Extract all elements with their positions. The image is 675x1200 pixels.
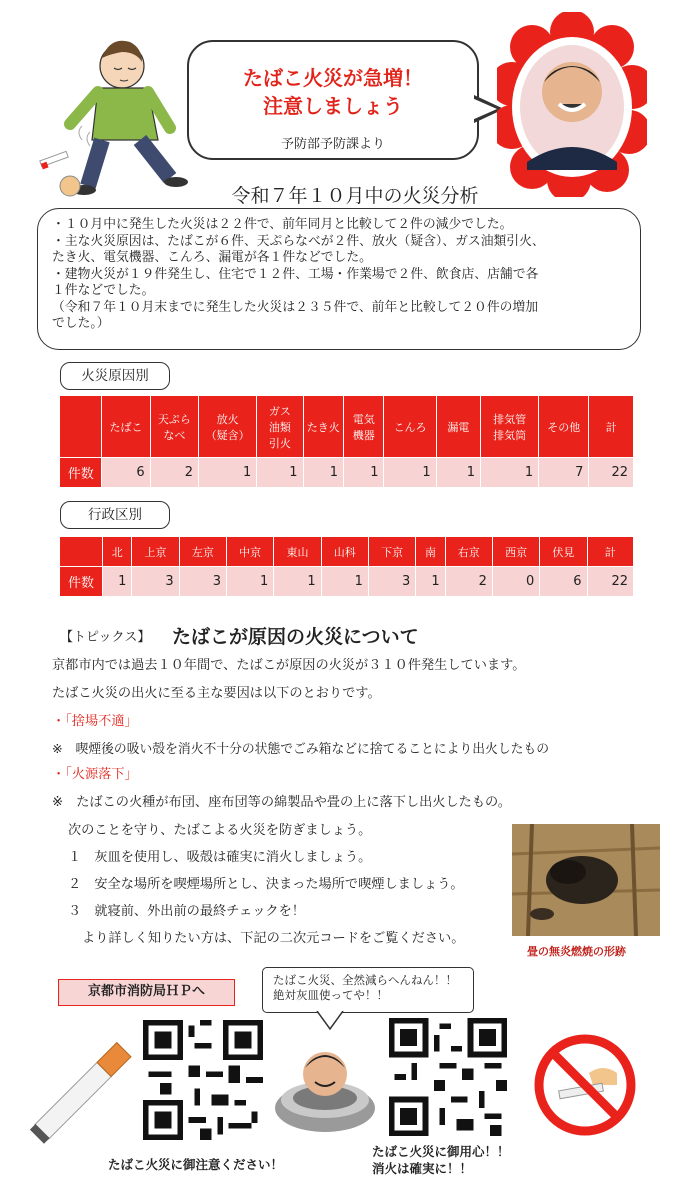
summary-line: たき火、電気機器、こんろ、漏電が各１件などでした。 <box>52 250 372 265</box>
ward-value: 2 <box>445 567 492 597</box>
cause-header-text: 排気管 排気筒 <box>493 412 527 442</box>
ward-value: 1 <box>103 567 132 597</box>
cause-row-label: 件数 <box>60 458 102 488</box>
ashtray-character <box>270 1040 380 1140</box>
ward-header-blank <box>60 537 103 567</box>
cause-value: 1 <box>384 458 436 488</box>
cause-header <box>344 396 384 458</box>
character-speech-bubble <box>262 967 474 1013</box>
summary-line: でした。） <box>52 316 110 331</box>
cause-value: 1 <box>303 458 343 488</box>
ward-header: 北 <box>103 537 132 567</box>
cause-header-text: たばこ <box>109 420 143 434</box>
ward-value: 1 <box>321 567 368 597</box>
qr-code-hp[interactable] <box>143 1020 263 1140</box>
ward-header: 西京 <box>492 537 539 567</box>
ward-header: 山科 <box>321 537 368 567</box>
topic-line2: たばこ火災の出火に至る主な要因は以下のとおりです。 <box>52 686 381 701</box>
cause-header <box>436 396 480 458</box>
advice-intro: 次のことを守り、たばこよる火災を防ぎましょう。 <box>68 823 372 838</box>
cause-header-blank <box>60 396 102 458</box>
cause-value: 1 <box>481 458 539 488</box>
ward-header: 中京 <box>227 537 274 567</box>
bottom-right-line2: 消火は確実に！！ <box>372 1161 473 1176</box>
tip-2: ２ 安全な場所を喫煙場所とし、決まった場所で喫煙しましょう。 <box>68 877 464 892</box>
tip-1: １ 灰皿を使用し、吸殻は確実に消火しましょう。 <box>68 850 372 865</box>
cause-header-text: 電気 機器 <box>352 412 375 442</box>
ward-value: 3 <box>368 567 415 597</box>
summary-line: ・１０月中に発生した火災は２２件で、前年同月と比較して２件の減少でした。 <box>52 217 513 232</box>
cause1-label: ・「捨場不適」 <box>52 714 138 729</box>
bottom-right-message <box>372 1143 510 1177</box>
cause-value: 2 <box>150 458 198 488</box>
cause-table <box>59 395 634 488</box>
cause1-desc: ※ 喫煙後の吸い殻を消火不十分の状態でごみ箱などに捨てることにより出火したもの <box>52 742 550 757</box>
cause-header <box>198 396 256 458</box>
summary-box <box>37 208 641 350</box>
ward-header: 計 <box>587 537 633 567</box>
cause-value: 7 <box>539 458 589 488</box>
photo-caption: 畳の無炎燃焼の形跡 <box>527 945 626 958</box>
ward-header: 右京 <box>445 537 492 567</box>
headline-line2: 注意しましょう <box>263 94 403 118</box>
ward-header: 南 <box>416 537 445 567</box>
analysis-title: 令和７年１０月中の火災分析 <box>231 185 479 207</box>
cause-header-text: 計 <box>605 420 617 434</box>
tatami-burn-photo <box>512 824 660 936</box>
qr-code-2[interactable] <box>389 1018 507 1136</box>
ward-header: 東山 <box>274 537 321 567</box>
speech-line2: 絶対灰皿使ってや！！ <box>273 988 388 1002</box>
ward-header: 左京 <box>179 537 226 567</box>
bottom-right-line1: たばこ火災に御用心！！ <box>372 1144 510 1159</box>
summary-line: ・主な火災原因は、たばこが６件、天ぷらなべが２件、放火（疑含）、ガス油類引火、 <box>52 233 545 249</box>
smoking-man-illustration <box>30 28 190 198</box>
cause-header <box>384 396 436 458</box>
cause-value: 1 <box>198 458 256 488</box>
topic-tag: 【トピックス】 <box>60 630 151 645</box>
cause-header-text: ガス 油類 引火 <box>268 404 291 450</box>
firefighter-portrait <box>497 12 647 197</box>
summary-line: （令和７年１０月末までに発生した火災は２３５件で、前年と比較して２０件の増加 <box>52 299 539 315</box>
ward-value: 0 <box>492 567 539 597</box>
cause-header <box>481 396 539 458</box>
ward-row-label: 件数 <box>60 567 103 597</box>
summary-line: １件などでした。 <box>52 283 155 298</box>
cause2-label: ・「火源落下」 <box>52 767 138 782</box>
cause-header <box>257 396 303 458</box>
cause-header <box>539 396 589 458</box>
headline-line1: たばこ火災が急増！ <box>243 66 423 90</box>
bottom-left-message: たばこ火災に御注意ください！ <box>108 1157 284 1172</box>
summary-line: ・建物火災が１９件発生し、住宅で１２件、工場・作業場で２件、飲食店、店舗で各 <box>52 266 539 282</box>
ward-table <box>59 536 634 597</box>
ward-header: 上京 <box>132 537 179 567</box>
cause-header-text: 天ぷら なべ <box>157 412 191 442</box>
cause-value: 1 <box>344 458 384 488</box>
ward-header: 伏見 <box>540 537 587 567</box>
no-smoking-icon <box>533 1033 637 1137</box>
ward-value: 1 <box>274 567 321 597</box>
cause-header <box>303 396 343 458</box>
ward-table-label: 行政区別 <box>60 501 170 529</box>
speech-bubble-tail <box>315 1011 345 1031</box>
topic-line1: 京都市内では過去１０年間で、たばこが原因の火災が３１０件発生しています。 <box>52 658 526 673</box>
cause-value: 1 <box>436 458 480 488</box>
speech-line1: たばこ火災、全然減らへんねん！！ <box>273 973 457 987</box>
ward-value: 1 <box>227 567 274 597</box>
ward-value: 6 <box>540 567 587 597</box>
cause-value: 6 <box>102 458 150 488</box>
ward-value: 22 <box>587 567 633 597</box>
ward-header: 下京 <box>368 537 415 567</box>
department-label: 予防部予防課より <box>280 137 385 152</box>
hp-link-button[interactable]: 京都市消防局ＨＰへ <box>58 979 235 1006</box>
cause2-desc: ※ たばこの火種が布団、座布団等の綿製品や畳の上に落下し出火したもの。 <box>52 795 511 810</box>
cause-header <box>102 396 150 458</box>
cause-value: 1 <box>257 458 303 488</box>
cause-header-text: 漏電 <box>447 420 470 434</box>
ward-value: 1 <box>416 567 445 597</box>
cause-header-text: たき火 <box>306 420 340 434</box>
cause-value: 22 <box>589 458 634 488</box>
cause-header <box>589 396 634 458</box>
cause-header-text: こんろ <box>393 420 427 434</box>
ward-value: 3 <box>132 567 179 597</box>
cause-table-label: 火災原因別 <box>60 362 170 390</box>
cause-header <box>150 396 198 458</box>
cigarette-icon <box>30 1035 140 1145</box>
ward-value: 3 <box>179 567 226 597</box>
tip-3: ３ 就寝前、外出前の最終チェックを！ <box>68 904 305 919</box>
topic-title: たばこが原因の火災について <box>172 626 419 648</box>
cause-header-text: その他 <box>547 420 581 434</box>
cause-header-text: 放火 （疑含） <box>205 412 250 442</box>
more-info: より詳しく知りたい方は、下記の二次元コードをご覧ください。 <box>82 931 465 946</box>
